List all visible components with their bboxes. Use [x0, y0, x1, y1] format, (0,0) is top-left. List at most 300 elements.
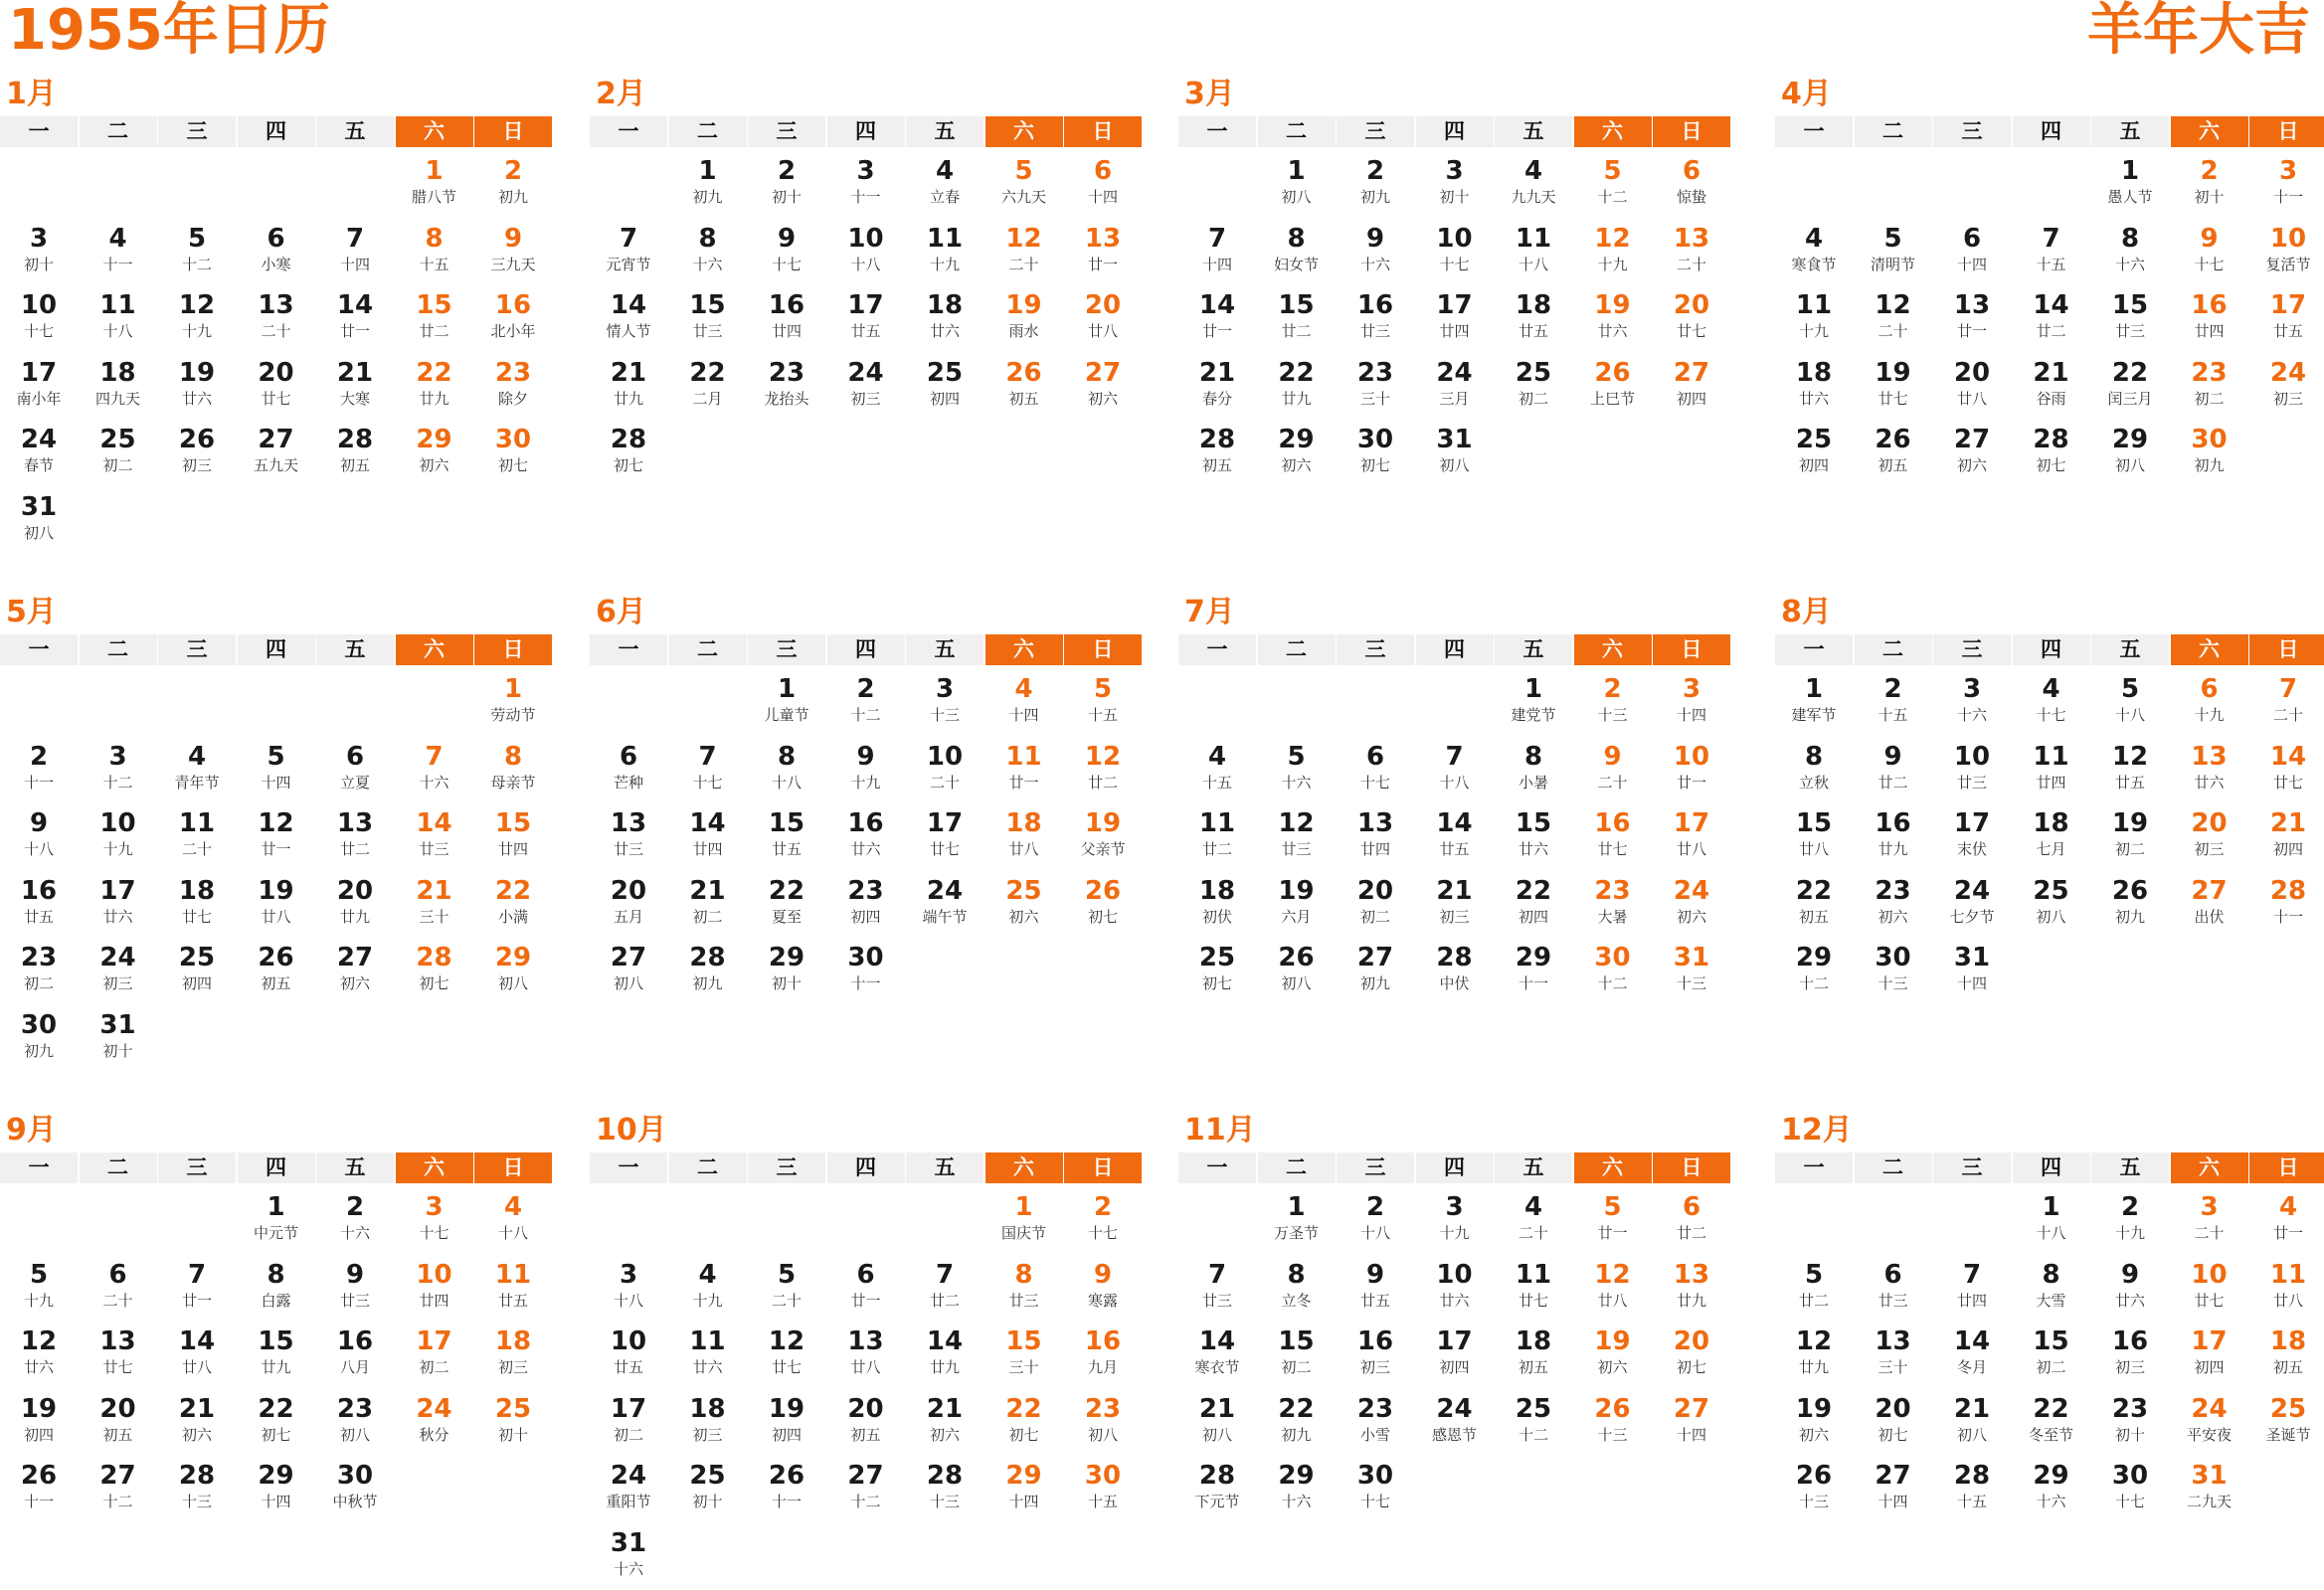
- lunar-date: 愚人节: [2091, 187, 2169, 207]
- day-grid: [590, 1187, 1142, 1590]
- day-number: 11: [80, 285, 157, 321]
- lunar-date: 廿一: [2249, 1223, 2324, 1243]
- weekday-header: [0, 116, 552, 147]
- day-number: 24: [1416, 353, 1494, 389]
- day-cell: [1855, 353, 1932, 421]
- day-number: 23: [1064, 1389, 1142, 1425]
- lunar-date: 廿七: [158, 907, 236, 927]
- lunar-date: 十六: [316, 1223, 394, 1243]
- empty-cell: [158, 151, 236, 219]
- day-number: 30: [1064, 1456, 1142, 1492]
- day-cell: [2013, 1389, 2090, 1457]
- lunar-date: 初六: [1775, 1425, 1853, 1445]
- day-number: 13: [238, 285, 315, 321]
- day-number: 2: [1337, 151, 1414, 187]
- year-slogan: 羊年大吉: [2087, 0, 2310, 62]
- day-grid: [1775, 1187, 2324, 1523]
- lunar-date: 二十: [1855, 321, 1932, 341]
- day-number: 15: [238, 1322, 315, 1357]
- lunar-date: 秋分: [396, 1425, 473, 1445]
- day-number: 6: [1064, 151, 1142, 187]
- lunar-date: 谷雨: [2013, 389, 2090, 409]
- lunar-date: 初五: [1495, 1357, 1572, 1377]
- day-number: 9: [316, 1255, 394, 1291]
- day-cell: [906, 1255, 983, 1323]
- day-number: 23: [1574, 871, 1652, 907]
- day-cell: [1933, 353, 2011, 421]
- day-number: 6: [80, 1255, 157, 1291]
- weekday-label: 日: [474, 634, 552, 665]
- day-cell: [669, 285, 747, 353]
- day-cell: [316, 1187, 394, 1255]
- day-cell: [1258, 938, 1336, 1005]
- day-cell: [2171, 669, 2248, 737]
- day-number: 25: [669, 1456, 747, 1492]
- day-number: 20: [1653, 285, 1730, 321]
- day-number: 23: [316, 1389, 394, 1425]
- day-cell: [158, 1255, 236, 1323]
- lunar-date: 复活节: [2249, 255, 2324, 274]
- day-cell: [669, 1322, 747, 1389]
- weekday-label: 三: [1337, 116, 1414, 147]
- lunar-date: 初三: [474, 1357, 552, 1377]
- day-number: 8: [238, 1255, 315, 1291]
- day-number: 9: [1064, 1255, 1142, 1291]
- lunar-date: 十五: [1064, 1492, 1142, 1511]
- weekday-header: [590, 634, 1142, 665]
- day-number: 18: [474, 1322, 552, 1357]
- day-number: 2: [1337, 1187, 1414, 1223]
- lunar-date: 初七: [238, 1425, 315, 1445]
- lunar-date: 十二: [80, 1492, 157, 1511]
- day-cell: [985, 737, 1063, 804]
- day-number: 5: [0, 1255, 78, 1291]
- day-cell: [1855, 669, 1932, 737]
- day-cell: [1495, 1322, 1572, 1389]
- day-number: 13: [1064, 219, 1142, 255]
- lunar-date: 廿八: [1653, 839, 1730, 859]
- day-number: 27: [1653, 1389, 1730, 1425]
- day-cell: [1653, 803, 1730, 871]
- lunar-date: 初八: [1064, 1425, 1142, 1445]
- day-cell: [2091, 669, 2169, 737]
- day-cell: [316, 1389, 394, 1457]
- lunar-date: 十四: [316, 255, 394, 274]
- lunar-date: 十三: [1574, 705, 1652, 725]
- lunar-date: 十三: [1653, 973, 1730, 993]
- lunar-date: 十七: [1337, 1492, 1414, 1511]
- lunar-date: 十六: [1337, 255, 1414, 274]
- lunar-date: 廿五: [827, 321, 905, 341]
- day-number: 18: [2249, 1322, 2324, 1357]
- lunar-date: 十六: [590, 1559, 667, 1579]
- day-cell: [985, 669, 1063, 737]
- empty-cell: [1337, 669, 1414, 737]
- day-cell: [748, 669, 825, 737]
- lunar-date: 国庆节: [985, 1223, 1063, 1243]
- lunar-date: 初六: [396, 455, 473, 475]
- day-number: 29: [2091, 420, 2169, 455]
- day-cell: [1178, 1389, 1256, 1457]
- lunar-date: 立夏: [316, 773, 394, 793]
- day-number: 12: [1775, 1322, 1853, 1357]
- day-cell: [827, 1389, 905, 1457]
- lunar-date: 初五: [2249, 1357, 2324, 1377]
- day-number: 25: [474, 1389, 552, 1425]
- lunar-date: 廿五: [1495, 321, 1572, 341]
- day-number: 7: [1933, 1255, 2011, 1291]
- day-number: 11: [158, 803, 236, 839]
- lunar-date: 初三: [827, 389, 905, 409]
- day-number: 26: [1855, 420, 1932, 455]
- day-cell: [1574, 938, 1652, 1005]
- day-cell: [316, 1456, 394, 1523]
- day-cell: [2249, 1255, 2324, 1323]
- day-cell: [2171, 420, 2248, 487]
- lunar-date: 廿九: [1653, 1291, 1730, 1311]
- day-number: 7: [2249, 669, 2324, 705]
- day-number: 11: [2249, 1255, 2324, 1291]
- day-cell: [2249, 737, 2324, 804]
- lunar-date: 初九: [2171, 455, 2248, 475]
- day-cell: [158, 737, 236, 804]
- lunar-date: 初二: [2091, 839, 2169, 859]
- lunar-date: 七夕节: [1933, 907, 2011, 927]
- day-cell: [474, 1255, 552, 1323]
- lunar-date: 十一: [827, 973, 905, 993]
- day-number: 30: [2091, 1456, 2169, 1492]
- day-cell: [2171, 1322, 2248, 1389]
- day-number: 18: [906, 285, 983, 321]
- day-cell: [1337, 1255, 1414, 1323]
- day-number: 8: [1495, 737, 1572, 773]
- lunar-date: 廿六: [1416, 1291, 1494, 1311]
- day-cell: [748, 1456, 825, 1523]
- lunar-date: 十四: [1933, 255, 2011, 274]
- weekday-label: 一: [1178, 1152, 1256, 1183]
- day-number: 22: [2013, 1389, 2090, 1425]
- weekday-label: 六: [396, 116, 473, 147]
- day-number: 27: [827, 1456, 905, 1492]
- day-number: 21: [2249, 803, 2324, 839]
- lunar-date: 初二: [2171, 389, 2248, 409]
- lunar-date: 十五: [1855, 705, 1932, 725]
- lunar-date: 廿六: [1775, 389, 1853, 409]
- empty-cell: [238, 151, 315, 219]
- day-number: 27: [316, 938, 394, 973]
- month-name: 9月: [6, 1111, 57, 1150]
- lunar-date: 寒食节: [1775, 255, 1853, 274]
- lunar-date: 廿二: [1775, 1291, 1853, 1311]
- lunar-date: 廿三: [1178, 1291, 1256, 1311]
- day-cell: [827, 669, 905, 737]
- weekday-label: 二: [1855, 634, 1932, 665]
- day-number: 20: [827, 1389, 905, 1425]
- lunar-date: 万圣节: [1258, 1223, 1336, 1243]
- lunar-date: 廿五: [0, 907, 78, 927]
- day-cell: [396, 1322, 473, 1389]
- lunar-date: 初三: [669, 1425, 747, 1445]
- empty-cell: [590, 1187, 667, 1255]
- lunar-date: 十七: [1337, 773, 1414, 793]
- weekday-label: 五: [316, 116, 394, 147]
- lunar-date: 冬至节: [2013, 1425, 2090, 1445]
- day-number: 14: [906, 1322, 983, 1357]
- day-number: 2: [316, 1187, 394, 1223]
- day-grid: [1178, 1187, 1730, 1523]
- day-cell: [474, 938, 552, 1005]
- weekday-header: [1178, 116, 1730, 147]
- lunar-date: 廿八: [2249, 1291, 2324, 1311]
- day-number: 27: [238, 420, 315, 455]
- lunar-date: 大暑: [1574, 907, 1652, 927]
- day-number: 28: [316, 420, 394, 455]
- day-number: 19: [1855, 353, 1932, 389]
- weekday-label: 一: [0, 116, 78, 147]
- day-number: 20: [1653, 1322, 1730, 1357]
- lunar-date: 十二: [827, 705, 905, 725]
- lunar-date: 二十: [2171, 1223, 2248, 1243]
- day-number: 24: [827, 353, 905, 389]
- day-number: 3: [80, 737, 157, 773]
- weekday-label: 四: [238, 1152, 315, 1183]
- day-cell: [1855, 1255, 1932, 1323]
- day-cell: [669, 1456, 747, 1523]
- weekday-label: 三: [158, 634, 236, 665]
- day-number: 18: [669, 1389, 747, 1425]
- day-cell: [1258, 737, 1336, 804]
- weekday-label: 日: [1653, 116, 1730, 147]
- lunar-date: 初四: [0, 1425, 78, 1445]
- day-cell: [1064, 285, 1142, 353]
- day-cell: [316, 737, 394, 804]
- day-number: 31: [590, 1523, 667, 1559]
- day-cell: [1178, 803, 1256, 871]
- empty-cell: [669, 669, 747, 737]
- day-cell: [1855, 1456, 1932, 1523]
- lunar-date: 十三: [158, 1492, 236, 1511]
- day-number: 16: [474, 285, 552, 321]
- day-cell: [906, 1456, 983, 1523]
- day-number: 27: [80, 1456, 157, 1492]
- lunar-date: 五月: [590, 907, 667, 927]
- lunar-date: 廿二: [316, 839, 394, 859]
- lunar-date: 十六: [2013, 1492, 2090, 1511]
- lunar-date: 十六: [396, 773, 473, 793]
- day-cell: [2249, 1322, 2324, 1389]
- empty-cell: [316, 151, 394, 219]
- lunar-date: 廿四: [1933, 1291, 2011, 1311]
- day-cell: [238, 420, 315, 487]
- day-cell: [590, 219, 667, 286]
- day-number: 6: [316, 737, 394, 773]
- day-cell: [1574, 871, 1652, 939]
- day-cell: [474, 151, 552, 219]
- weekday-label: 三: [158, 1152, 236, 1183]
- day-number: 15: [474, 803, 552, 839]
- empty-cell: [1258, 669, 1336, 737]
- weekday-label: 日: [1653, 1152, 1730, 1183]
- day-cell: [1258, 1322, 1336, 1389]
- lunar-date: 初七: [474, 455, 552, 475]
- lunar-date: 初九: [2091, 907, 2169, 927]
- day-number: 13: [1337, 803, 1414, 839]
- day-cell: [1416, 1389, 1494, 1457]
- day-cell: [1337, 1389, 1414, 1457]
- day-cell: [396, 285, 473, 353]
- lunar-date: 廿一: [1574, 1223, 1652, 1243]
- day-cell: [396, 1389, 473, 1457]
- day-number: 11: [1775, 285, 1853, 321]
- weekday-label: 一: [1775, 1152, 1853, 1183]
- day-cell: [474, 737, 552, 804]
- weekday-label: 五: [1495, 116, 1572, 147]
- day-number: 15: [1258, 285, 1336, 321]
- day-cell: [906, 151, 983, 219]
- day-cell: [1653, 669, 1730, 737]
- day-cell: [1337, 803, 1414, 871]
- month-name: 3月: [1184, 75, 1235, 114]
- lunar-date: 廿九: [316, 907, 394, 927]
- day-cell: [1337, 737, 1414, 804]
- day-number: 17: [80, 871, 157, 907]
- lunar-date: 初四: [748, 1425, 825, 1445]
- day-cell: [2249, 871, 2324, 939]
- lunar-date: 初九: [669, 187, 747, 207]
- day-number: 19: [1574, 285, 1652, 321]
- weekday-label: 五: [1495, 634, 1572, 665]
- lunar-date: 初九: [0, 1041, 78, 1061]
- day-number: 18: [1495, 1322, 1572, 1357]
- day-cell: [474, 1187, 552, 1255]
- lunar-date: 廿七: [80, 1357, 157, 1377]
- day-number: 14: [1178, 1322, 1256, 1357]
- day-cell: [1416, 1187, 1494, 1255]
- day-cell: [1855, 285, 1932, 353]
- day-number: 16: [2171, 285, 2248, 321]
- lunar-date: 十七: [0, 321, 78, 341]
- day-cell: [1495, 1389, 1572, 1457]
- day-cell: [827, 803, 905, 871]
- lunar-date: 十九: [158, 321, 236, 341]
- day-number: 10: [1933, 737, 2011, 773]
- weekday-label: 五: [316, 1152, 394, 1183]
- empty-cell: [669, 1187, 747, 1255]
- day-cell: [2091, 353, 2169, 421]
- lunar-date: 南小年: [0, 389, 78, 409]
- lunar-date: 初八: [1416, 455, 1494, 475]
- lunar-date: 小寒: [238, 255, 315, 274]
- lunar-date: 初四: [1495, 907, 1572, 927]
- lunar-date: 廿五: [748, 839, 825, 859]
- lunar-date: 廿四: [396, 1291, 473, 1311]
- lunar-date: 初八: [316, 1425, 394, 1445]
- day-number: 19: [2091, 803, 2169, 839]
- lunar-date: 廿七: [1855, 389, 1932, 409]
- lunar-date: 十一: [1495, 973, 1572, 993]
- day-cell: [316, 938, 394, 1005]
- weekday-label: 一: [590, 1152, 667, 1183]
- day-cell: [80, 285, 157, 353]
- day-number: 23: [474, 353, 552, 389]
- day-number: 2: [1855, 669, 1932, 705]
- day-number: 6: [238, 219, 315, 255]
- lunar-date: 初七: [2013, 455, 2090, 475]
- day-number: 11: [474, 1255, 552, 1291]
- day-number: 28: [590, 420, 667, 455]
- weekday-label: 二: [1855, 116, 1932, 147]
- day-cell: [1775, 1456, 1853, 1523]
- lunar-date: 廿九: [1258, 389, 1336, 409]
- day-number: 9: [474, 219, 552, 255]
- weekday-label: 二: [669, 116, 747, 147]
- day-cell: [748, 938, 825, 1005]
- day-cell: [1178, 1322, 1256, 1389]
- day-cell: [1337, 1187, 1414, 1255]
- day-number: 13: [1653, 1255, 1730, 1291]
- day-number: 28: [669, 938, 747, 973]
- day-cell: [1416, 803, 1494, 871]
- day-cell: [474, 871, 552, 939]
- day-cell: [2013, 871, 2090, 939]
- day-number: 8: [669, 219, 747, 255]
- lunar-date: 初二: [396, 1357, 473, 1377]
- day-cell: [474, 353, 552, 421]
- day-number: 17: [1653, 803, 1730, 839]
- day-cell: [1495, 219, 1572, 286]
- lunar-date: 十四: [1653, 1425, 1730, 1445]
- day-number: 29: [1258, 420, 1336, 455]
- lunar-date: 元宵节: [590, 255, 667, 274]
- day-number: 26: [1775, 1456, 1853, 1492]
- day-number: 12: [0, 1322, 78, 1357]
- lunar-date: 十二: [80, 773, 157, 793]
- weekday-header: [1178, 1152, 1730, 1183]
- day-cell: [158, 871, 236, 939]
- lunar-date: 十九: [80, 839, 157, 859]
- day-number: 26: [0, 1456, 78, 1492]
- day-cell: [1933, 1255, 2011, 1323]
- day-cell: [396, 737, 473, 804]
- day-cell: [1574, 1255, 1652, 1323]
- day-number: 7: [669, 737, 747, 773]
- lunar-date: 龙抬头: [748, 389, 825, 409]
- day-number: 13: [1855, 1322, 1932, 1357]
- day-number: 17: [2249, 285, 2324, 321]
- day-cell: [2013, 803, 2090, 871]
- day-cell: [2091, 871, 2169, 939]
- weekday-label: 五: [906, 1152, 983, 1183]
- day-number: 4: [985, 669, 1063, 705]
- lunar-date: 初六: [1855, 907, 1932, 927]
- day-cell: [748, 151, 825, 219]
- lunar-date: 十六: [1933, 705, 2011, 725]
- weekday-label: 四: [1416, 116, 1494, 147]
- lunar-date: 廿六: [0, 1357, 78, 1377]
- day-cell: [238, 353, 315, 421]
- lunar-date: 十二: [1574, 973, 1652, 993]
- day-cell: [1855, 938, 1932, 1005]
- lunar-date: 十九: [0, 1291, 78, 1311]
- day-cell: [1574, 285, 1652, 353]
- weekday-label: 日: [474, 1152, 552, 1183]
- lunar-date: 初十: [2171, 187, 2248, 207]
- day-cell: [1653, 871, 1730, 939]
- weekday-label: 一: [1775, 116, 1853, 147]
- lunar-date: 十八: [590, 1291, 667, 1311]
- day-cell: [238, 871, 315, 939]
- day-cell: [158, 285, 236, 353]
